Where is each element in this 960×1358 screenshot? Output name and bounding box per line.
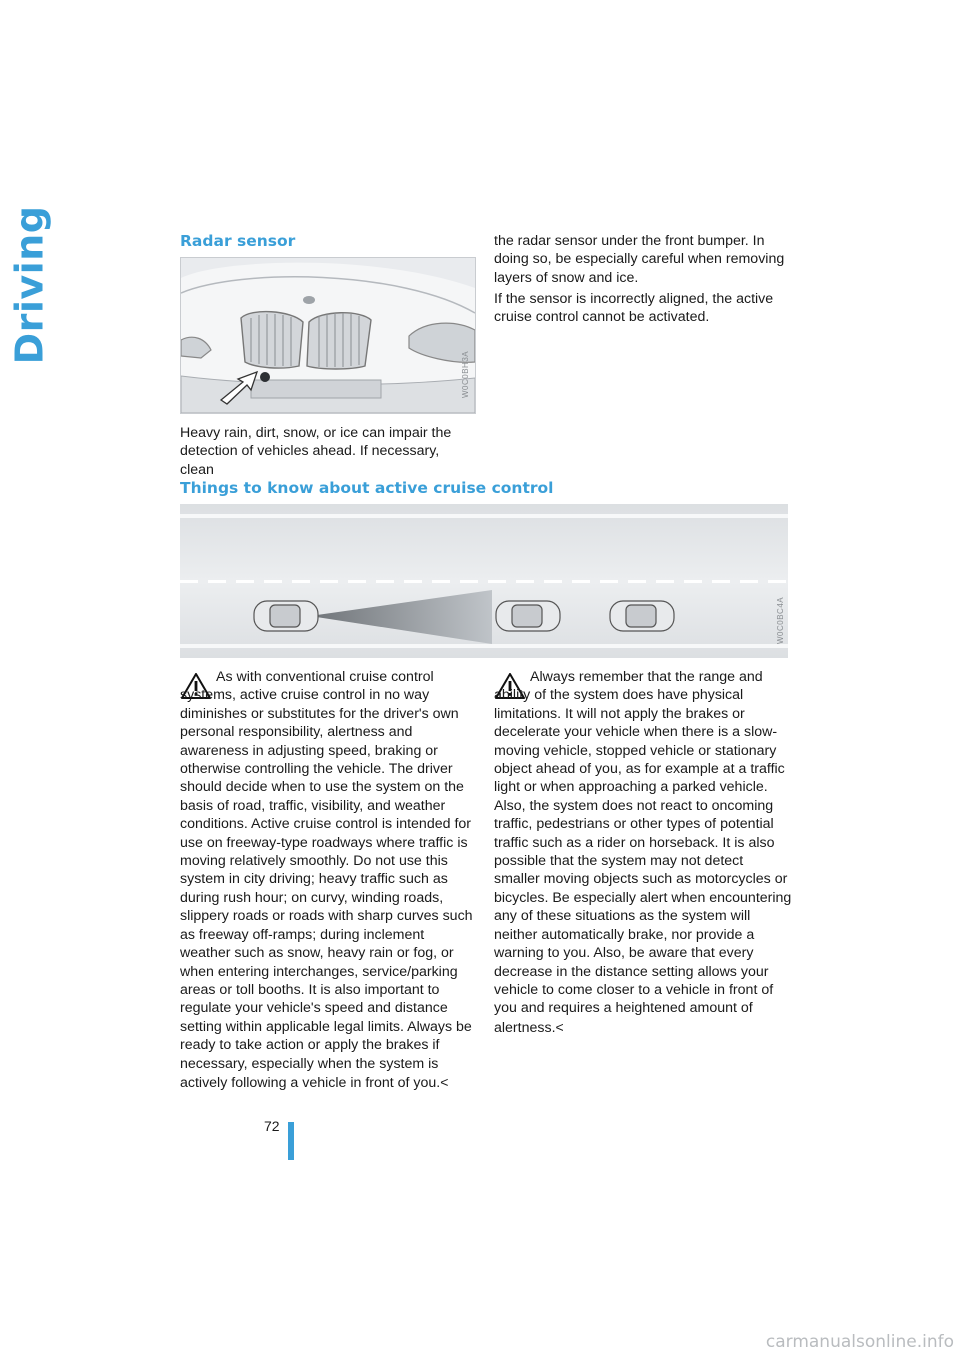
radar-sensor-image [180, 257, 476, 414]
radar-paragraph-1: Heavy rain, dirt, snow, or ice can impair the detection of vehicles ahead. If necessary, clean [180, 425, 452, 478]
warning-body-1: As with conventional cruise control systems, active cruise control in no way diminishes or substitutes for the driver's own personal responsibility, alertness and awareness in adjusting speed, braking or otherwise controlling the vehicle. The driver should decide when to use the system on the basis of road, traffic, visibility, and weather conditions. Active cruise control is intended for use on freeway-type roadways where traffic is moving relatively smoothly. Do not use this system in city driving; heavy traffic such as during rush hour; on curvy, winding roads, slippery roads or roads with sharp curves such as freeway off-ramps; during inclement weather such as snow, heavy rain or fog, or when entering interchanges, service/parking areas or toll booths. It is also important to regulate your vehicle's speed and distance setting within applicable legal limits. Always be ready to take action or apply the brakes if necessary, especially when the system is actively following a vehicle in front of you. [180, 669, 473, 1091]
chapter-title: Driving [7, 205, 52, 365]
watermark: carmanualsonline.info [765, 1332, 954, 1352]
page-number: 72 [264, 1118, 280, 1134]
lead-car [496, 601, 560, 631]
warning-body-2: Always remember that the range and ability of the system does have physical limitations. It will not apply the brakes or decelerate your vehicle when there is a slow-moving vehicle, stopped vehicle or stationary object ahead of you, as for example at a traffic light or when approaching a parked vehicle. Also, the system does not react to oncoming traffic, pedestrians or other types of potential traffic such as a rider on horseback. It is also possible that the system may not detect smaller moving objects such as motorcycles or bicycles. Be especially alert when encountering any of these situations as the system will neither automatically brake, nor provide a warning to you. Also, be aware that every decrease in the distance setting allows your vehicle to come closer to a vehicle in front of you and requires a heightened amount of alertness. [494, 669, 792, 1036]
warning-text-2 [494, 668, 792, 1037]
chapter-tab [4, 205, 54, 365]
radar-paragraph-3: If the sensor is incorrectly aligned, the active cruise control cannot be activated. [494, 291, 774, 326]
image-code: W0C0BC4A [776, 596, 785, 644]
end-marker: < [555, 1018, 564, 1035]
warning-text-1 [180, 668, 476, 1092]
road-illustration [180, 504, 788, 658]
car-front-illustration [181, 258, 475, 413]
radar-paragraph-2: the radar sensor under the front bumper. In doing so, be especially careful when removing layers of snow and ice. [494, 233, 785, 286]
things-to-know-heading: Things to know about active cruise control [180, 479, 554, 497]
cruise-control-diagram [180, 504, 788, 658]
radar-sensor-heading: Radar sensor [180, 232, 296, 250]
far-car [610, 601, 674, 631]
image-code: W0C0BH3A [461, 350, 470, 398]
page-accent-bar [288, 1122, 294, 1160]
end-marker: < [440, 1073, 449, 1090]
own-car [254, 601, 318, 631]
